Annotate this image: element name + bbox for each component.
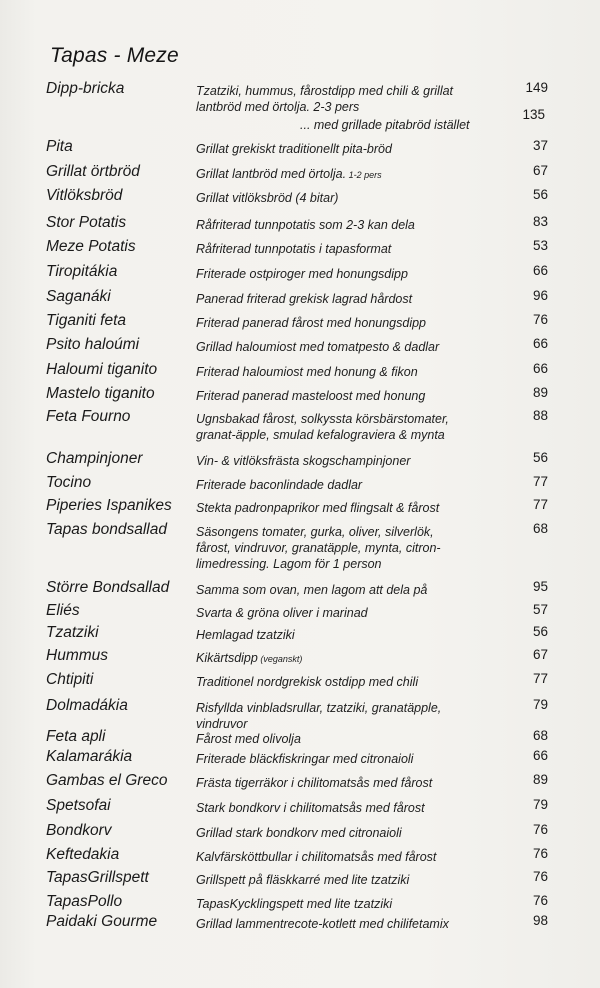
menu-item-price: 68 <box>532 521 548 536</box>
description-line: Säsongens tomater, gurka, oliver, silverlök, <box>196 525 434 539</box>
menu-item-description <box>196 896 501 912</box>
menu-item-name: Stor Potatis <box>46 214 127 231</box>
description-line: Kalvfärsköttbullar i chilitomatsås med fårost <box>196 850 437 864</box>
menu-item-name: Tapas bondsallad <box>46 521 167 538</box>
menu-item-name: Eliés <box>46 602 80 619</box>
description-line: Hemlagad tzatziki <box>196 628 295 642</box>
menu-item-description <box>196 605 501 621</box>
menu-item-name: Saganáki <box>46 288 111 305</box>
menu-item-description <box>196 916 501 932</box>
description-line: Friterad haloumiost med honung & fikon <box>196 365 418 379</box>
menu-item-price: 53 <box>532 238 548 253</box>
description-line: Samma som ovan, men lagom att dela på <box>196 583 428 597</box>
description-line: Risfyllda vinbladsrullar, tzatziki, granatäpple, <box>196 701 442 715</box>
menu-item-name: Större Bondsallad <box>46 579 170 596</box>
menu-item-name: Vitlöksbröd <box>46 187 123 204</box>
menu-item-price: 57 <box>532 602 548 617</box>
menu-item-price: 66 <box>532 263 548 278</box>
menu-item-price: 56 <box>532 624 548 639</box>
menu-item-name: Hummus <box>46 647 109 664</box>
description-line: Grillat grekiskt traditionellt pita-bröd <box>196 142 392 156</box>
menu-item-price: 83 <box>532 214 548 229</box>
menu-item-price: 37 <box>532 138 548 153</box>
menu-item-description <box>196 339 501 355</box>
menu-item-price: 95 <box>532 579 548 594</box>
menu-item-name: Grillat örtbröd <box>46 163 140 180</box>
description-line: Fårost med olivolja <box>196 732 301 746</box>
description-line: Traditionel nordgrekisk ostdipp med chili <box>196 675 419 689</box>
menu-item-name: Piperies Ispanikes <box>46 497 172 514</box>
description-line: Friterad panerad masteloost med honung <box>196 389 426 403</box>
menu-item-price: 149 <box>525 80 548 95</box>
menu-item-description <box>196 477 501 493</box>
menu-title: Tapas - Meze <box>50 44 179 67</box>
menu-item-price: 77 <box>532 497 548 512</box>
description-line: fårost, vindruvor, granatäpple, mynta, citron- <box>196 541 441 555</box>
menu-item-price: 76 <box>532 822 548 837</box>
menu-item-description <box>196 364 501 380</box>
description-line: Stark bondkorv i chilitomatsås med fårost <box>196 801 425 815</box>
menu-item-price: 67 <box>532 163 548 178</box>
menu-item-description <box>196 190 501 206</box>
menu-item-description <box>196 500 501 516</box>
menu-item-name: Spetsofai <box>46 797 111 814</box>
menu-item-name: Paidaki Gourme <box>46 913 158 930</box>
menu-item-price: 79 <box>532 697 548 712</box>
menu-item-description <box>196 872 501 888</box>
menu-item-description <box>196 291 501 307</box>
menu-item-price: 67 <box>532 647 548 662</box>
menu-item-description <box>196 582 501 598</box>
menu-item-price: 68 <box>532 728 548 743</box>
description-note: 1-2 pers <box>346 170 382 180</box>
description-line: Råfriterad tunnpotatis i tapasformat <box>196 242 392 256</box>
menu-item-name: Meze Potatis <box>46 238 136 255</box>
menu-item-description <box>196 166 501 183</box>
menu-item-name: Champinjoner <box>46 450 143 467</box>
menu-item-name: Kalamarákia <box>46 748 133 765</box>
description-line: Vin- & vitlöksfrästa skogschampinjoner <box>196 454 411 468</box>
description-line: Grillad stark bondkorv med citronaioli <box>196 826 402 840</box>
menu-item-description <box>196 241 501 257</box>
description-line: granat-äpple, smulad kefalograviera & mynta <box>196 428 445 442</box>
description-line: Grillat lantbröd med örtolja. 1-2 pers <box>196 167 382 181</box>
menu-item-description <box>196 700 501 732</box>
menu-item-name: Feta apli <box>46 728 106 745</box>
menu-item-name: Dolmadákia <box>46 697 128 714</box>
menu-item-description <box>196 315 501 331</box>
menu-item-description <box>196 650 501 667</box>
dipp-extra-desc: ... med grillade pitabröd istället <box>300 118 470 132</box>
description-line: Frästa tigerräkor i chilitomatsås med fårost <box>196 776 433 790</box>
menu-item-price: 98 <box>532 913 548 928</box>
menu-item-description <box>196 388 501 404</box>
menu-item-price: 88 <box>532 408 548 423</box>
menu-item-description <box>196 751 501 767</box>
description-line: Ugnsbakad fårost, solkyssta körsbärstomater, <box>196 412 449 426</box>
menu-item-description <box>196 775 501 791</box>
menu-item-description <box>196 453 501 469</box>
description-line: Panerad friterad grekisk lagrad hårdost <box>196 292 413 306</box>
menu-item-description <box>196 524 501 572</box>
menu-item-description <box>196 627 501 643</box>
description-line: limedressing. Lagom för 1 person <box>196 557 382 571</box>
menu-item-name: TapasPollo <box>46 893 123 910</box>
menu-item-name: Feta Fourno <box>46 408 131 425</box>
description-line: TapasKycklingspett med lite tzatziki <box>196 897 393 911</box>
menu-item-name: Gambas el Greco <box>46 772 168 789</box>
description-line: Svarta & gröna oliver i marinad <box>196 606 368 620</box>
menu-item-name: Keftedakia <box>46 846 120 863</box>
menu-item-description <box>196 731 501 747</box>
menu-item-name: Tiganiti feta <box>46 312 126 329</box>
menu-item-name: Psito haloúmi <box>46 336 140 353</box>
menu-item-price: 76 <box>532 846 548 861</box>
dipp-extra-price: 135 <box>522 107 545 122</box>
menu-item-price: 76 <box>532 893 548 908</box>
description-line: Tzatziki, hummus, fårostdipp med chili & grillat <box>196 84 454 98</box>
menu-item-description <box>196 825 501 841</box>
menu-item-name: Tzatziki <box>46 624 99 641</box>
description-line: Råfriterad tunnpotatis som 2-3 kan dela <box>196 218 415 232</box>
description-line: Friterad panerad fårost med honungsdipp <box>196 316 427 330</box>
menu-item-name: Bondkorv <box>46 822 112 839</box>
menu-item-name: Dipp-bricka <box>46 80 125 97</box>
menu-item-price: 66 <box>532 748 548 763</box>
menu-item-price: 89 <box>532 772 548 787</box>
description-line: Grillspett på fläskkarré med lite tzatziki <box>196 873 410 887</box>
description-line: Friterade bläckfiskringar med citronaioli <box>196 752 414 766</box>
menu-item-name: Mastelo tiganito <box>46 385 155 402</box>
menu-item-price: 76 <box>532 869 548 884</box>
description-note: (veganskt) <box>257 654 303 664</box>
menu-item-price: 76 <box>532 312 548 327</box>
menu-item-name: TapasGrillspett <box>46 869 149 886</box>
menu-item-description <box>196 411 501 443</box>
menu-item-name: Haloumi tiganito <box>46 361 158 378</box>
menu-item-price: 56 <box>532 450 548 465</box>
menu-item-name: Chtipiti <box>46 671 94 688</box>
menu-item-description <box>196 83 501 115</box>
menu-item-name: Pita <box>46 138 73 155</box>
menu-item-description <box>196 217 501 233</box>
menu-item-name: Tocino <box>46 474 92 491</box>
menu-item-price: 66 <box>532 361 548 376</box>
description-line: lantbröd med örtolja. 2-3 pers <box>196 100 360 114</box>
menu-item-price: 66 <box>532 336 548 351</box>
description-line: Friterade baconlindade dadlar <box>196 478 363 492</box>
menu-item-description <box>196 141 501 157</box>
menu-item-price: 56 <box>532 187 548 202</box>
menu-item-name: Tiropitákia <box>46 263 118 280</box>
description-line: Grillat vitlöksbröd (4 bitar) <box>196 191 339 205</box>
menu-item-price: 89 <box>532 385 548 400</box>
menu-item-price: 77 <box>532 671 548 686</box>
menu-item-price: 77 <box>532 474 548 489</box>
description-line: Grillad lammentrecote-kotlett med chilifetamix <box>196 917 449 931</box>
description-line: vindruvor <box>196 717 248 731</box>
menu-item-description <box>196 849 501 865</box>
menu-item-description <box>196 266 501 282</box>
menu-item-price: 96 <box>532 288 548 303</box>
menu-item-description <box>196 800 501 816</box>
menu-item-price: 79 <box>532 797 548 812</box>
description-line: Friterade ostpiroger med honungsdipp <box>196 267 408 281</box>
description-line: Kikärtsdipp (veganskt) <box>196 651 303 665</box>
description-line: Stekta padronpaprikor med flingsalt & fårost <box>196 501 440 515</box>
menu-item-description <box>196 674 501 690</box>
description-line: Grillad haloumiost med tomatpesto & dadlar <box>196 340 440 354</box>
